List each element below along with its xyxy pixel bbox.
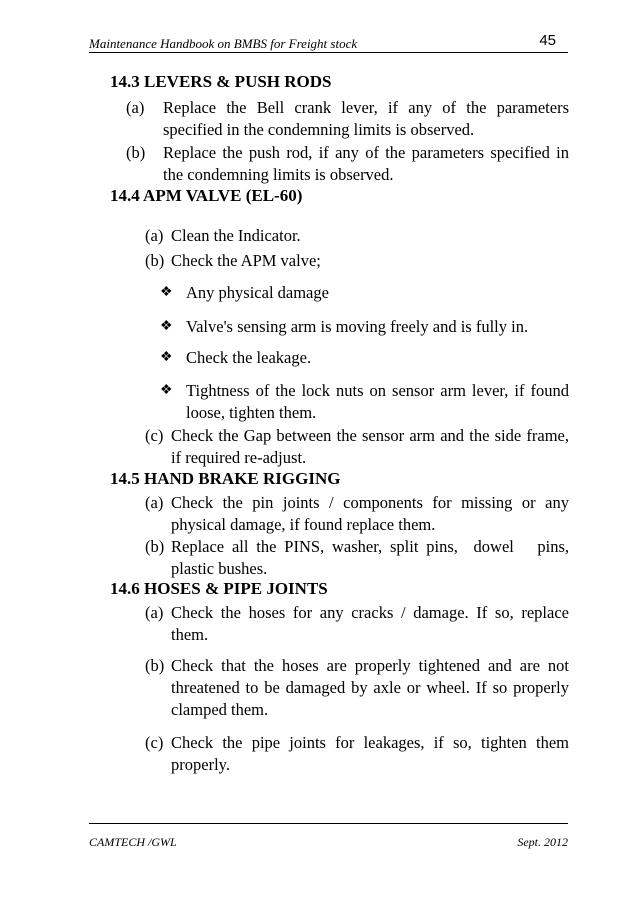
item-text: Check the hoses for any cracks / damage. If so, replace them.	[171, 603, 569, 644]
header-title: Maintenance Handbook on BMBS for Freight stock	[89, 36, 358, 51]
list-item	[145, 225, 569, 247]
item-label: (a)	[126, 98, 145, 117]
item-text: Check the pipe joints for leakages, if so, tighten them properly.	[171, 733, 569, 774]
list-item	[145, 732, 569, 776]
item-text: Replace the Bell crank lever, if any of the parameters specified in the condemning limits is observed.	[163, 98, 569, 139]
bullet-text: Any physical damage	[186, 283, 329, 302]
bullet-text: Valve's sensing arm is moving freely and is fully in.	[186, 317, 529, 336]
list-item	[145, 492, 569, 536]
list-item	[145, 536, 574, 580]
bullet-item	[160, 282, 569, 304]
item-label: (a)	[145, 226, 164, 245]
diamond-bullet-icon: ❖	[160, 383, 173, 398]
list-item	[145, 425, 569, 469]
footer-date: Sept. 2012	[517, 835, 568, 849]
bullet-item	[160, 380, 569, 424]
diamond-bullet-icon: ❖	[160, 319, 173, 334]
item-text: Clean the Indicator.	[171, 226, 301, 245]
item-label: (c)	[145, 426, 164, 445]
item-text: Check that the hoses are properly tightened and are not threatened to be damaged by axle or wheel. If so properly clamped them.	[171, 656, 569, 719]
page-number: 45	[539, 32, 556, 49]
item-label: (a)	[145, 493, 164, 512]
section-heading-14-6: 14.6 HOSES & PIPE JOINTS	[110, 579, 328, 598]
diamond-bullet-icon: ❖	[160, 350, 173, 365]
page-footer	[89, 823, 568, 850]
item-text: Replace all the PINS, washer, split pins, dowel pins, plastic bushes.	[171, 537, 574, 578]
list-item	[126, 142, 569, 186]
bullet-item	[160, 347, 569, 369]
list-item	[145, 250, 569, 272]
item-text: Replace the push rod, if any of the parameters specified in the condemning limits is observed.	[163, 143, 569, 184]
bullet-item	[160, 316, 569, 338]
item-text: Check the APM valve;	[171, 251, 321, 270]
bullet-text: Tightness of the lock nuts on sensor arm lever, if found loose, tighten them.	[186, 381, 569, 422]
item-label: (c)	[145, 733, 164, 752]
item-label: (b)	[145, 251, 165, 270]
section-heading-14-3: 14.3 LEVERS & PUSH RODS	[110, 72, 332, 91]
page-header	[89, 30, 568, 53]
footer-org: CAMTECH /GWL	[89, 835, 177, 849]
list-item	[145, 655, 569, 721]
item-label: (b)	[145, 656, 165, 675]
item-label: (b)	[126, 143, 146, 162]
diamond-bullet-icon: ❖	[160, 285, 173, 300]
section-heading-14-5: 14.5 HAND BRAKE RIGGING	[110, 469, 341, 488]
item-label: (b)	[145, 537, 165, 556]
item-label: (a)	[145, 603, 164, 622]
list-item	[145, 602, 569, 646]
list-item	[126, 97, 569, 141]
bullet-text: Check the leakage.	[186, 348, 312, 367]
item-text: Check the pin joints / components for missing or any physical damage, if found replace them.	[171, 493, 569, 534]
section-heading-14-4: 14.4 APM VALVE (EL-60)	[110, 186, 303, 205]
item-text: Check the Gap between the sensor arm and the side frame, if required re-adjust.	[171, 426, 569, 467]
